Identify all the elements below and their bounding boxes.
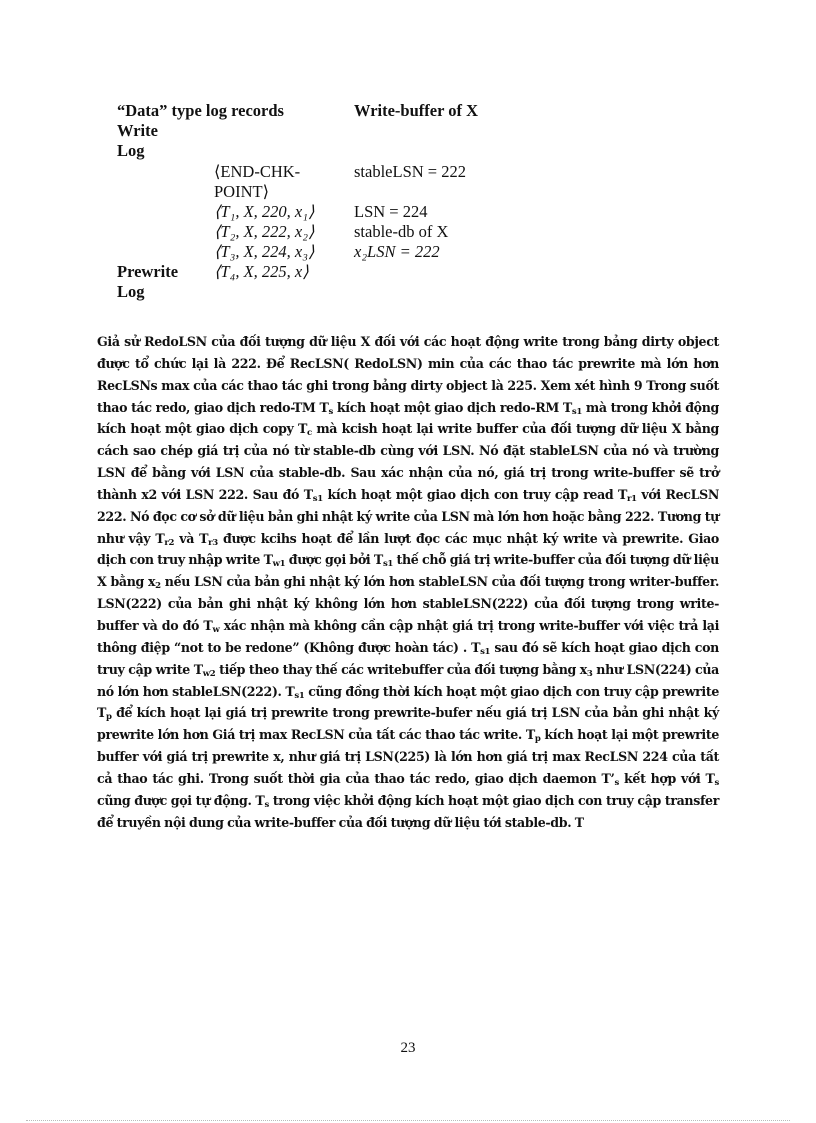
table-row xyxy=(117,121,517,141)
log-record-t1: ⟨T₁, X, 220, x₁⟩ xyxy=(214,202,315,221)
log-record-t4: ⟨T₄, X, 225, x⟩ xyxy=(214,262,309,281)
page-number: 23 xyxy=(400,1040,416,1056)
end-chk-point-line2: POINT⟩ xyxy=(214,182,270,201)
log-record-t3: ⟨T₃, X, 224, x₃⟩ xyxy=(214,242,315,261)
header-write-buffer: Write-buffer of X xyxy=(354,101,479,120)
table-row xyxy=(117,262,517,282)
table-row xyxy=(117,162,517,182)
body-paragraph xyxy=(97,331,719,833)
table-row xyxy=(117,222,517,242)
end-chk-point-line1: ⟨END-CHK- xyxy=(214,162,301,181)
label-prewrite: Prewrite xyxy=(117,262,179,281)
log-record-t2: ⟨T₂, X, 222, x₂⟩ xyxy=(214,222,315,241)
lsn-224: LSN = 224 xyxy=(354,202,428,221)
bottom-divider xyxy=(26,1120,790,1121)
table-header-row xyxy=(117,101,517,121)
table-row xyxy=(117,182,517,202)
header-data-log-records: “Data” type log records xyxy=(117,101,284,120)
stable-lsn-value: stableLSN = 222 xyxy=(354,162,466,181)
x2-lsn: x₂LSN = 222 xyxy=(354,242,440,261)
table-row xyxy=(117,141,517,161)
table-row xyxy=(117,282,517,302)
table-row xyxy=(117,242,517,262)
label-write: Write xyxy=(117,121,158,140)
paragraph-text: Giả sử RedoLSN của đối tượng dữ liệu X đối với các hoạt động write trong bảng dirty object được tổ chức lại là 222. Để RecLSN( RedoLSN) min của các thao tác prewrite mà lớn hơn RecLSNs max của các thao tác ghi trong bảng dirty object là 225. Xem xét hình 9 Trong suốt thao tác redo, giao dịch redo-TM $T_s$ kích hoạt một giao dịch redo-RM $T_{s1}$ mà trong khởi động kích hoạt một giao dịch copy $T_c$ mà kcish hoạt lại write buffer của đối tượng dữ liệu X bằng cách sao chép giá trị của nó từ stable-db cùng với LSN. Nó đặt stableLSN của nó và trường LSN để bằng với LSN của stable-db. Sau xác nhận của nó, giá trị trong write-buffer sẽ trở thành x2 với LSN 222. Sau đó $T_{s1}$ kích hoạt một giao dịch con truy cập read $T_{r1}$ với RecLSN 222. Nó đọc cơ sở dữ liệu bản ghi nhật ký write của LSN mà lớn hơn hoặc bằng 222. Tương tự như vậy $T_{r2}$ và $T_{r3}$ được kcihs hoạt để lần lượt đọc các mục nhật ký write và prewrite. Giao dịch con truy nhập write $T_{w1}$ được gọi bởi $T_{s1}$ thế chỗ giá trị write-buffer của đối tượng dữ liệu X bằng $x_2$ nếu LSN của bản ghi nhật ký lớn hơn stableLSN của đối tượng trong writer-buffer. LSN(222) của bản ghi nhật ký không lớn hơn stableLSN(222) của đối tượng trong write-buffer và do đó $T_w$ xác nhận mà không cần cập nhật giá trị trong write-buffer với việc trả lại thông điệp “not to be redone” (Không được hoàn tác) . $T_{s1}$ sau đó sẽ kích hoạt giao dịch con truy cập write $T_{w2}$ tiếp theo thay thế các writebuffer của đối tượng bằng $x_3$ như LSN(224) của nó lớn hơn stableLSN(222). $T_{s1}$ cũng đồng thời kích hoạt một giao dịch con truy cập prewrite $T_p$ để kích hoạt lại giá trị prewrite trong prewrite-bufer nếu giá trị LSN của bản ghi nhật ký prewrite lớn hơn Giá trị max RecLSN của tất các thao tác write. $T_p$ kích hoạt lại một prewrite buffer với giá trị prewrite x, như giá trị LSN(225) là lớn hơn giá trị max RecLSN 224 của tất cả thao tác ghi. Trong suốt thời gia của thao tác redo, giao dịch daemon $T’_s$ kết hợp với $T_s$ cũng được gọi tự động. $T_s$ trong việc khởi động kích hoạt một giao dịch con truy cập transfer để truyền nội dung của write-buffer của đối tượng dữ liệu tới stable-db. T xyxy=(97,334,720,830)
label-log: Log xyxy=(117,141,145,160)
label-log-2: Log xyxy=(117,282,145,301)
table-row xyxy=(117,202,517,222)
log-records-table xyxy=(117,101,517,302)
stable-db-of-x: stable-db of X xyxy=(354,222,449,241)
